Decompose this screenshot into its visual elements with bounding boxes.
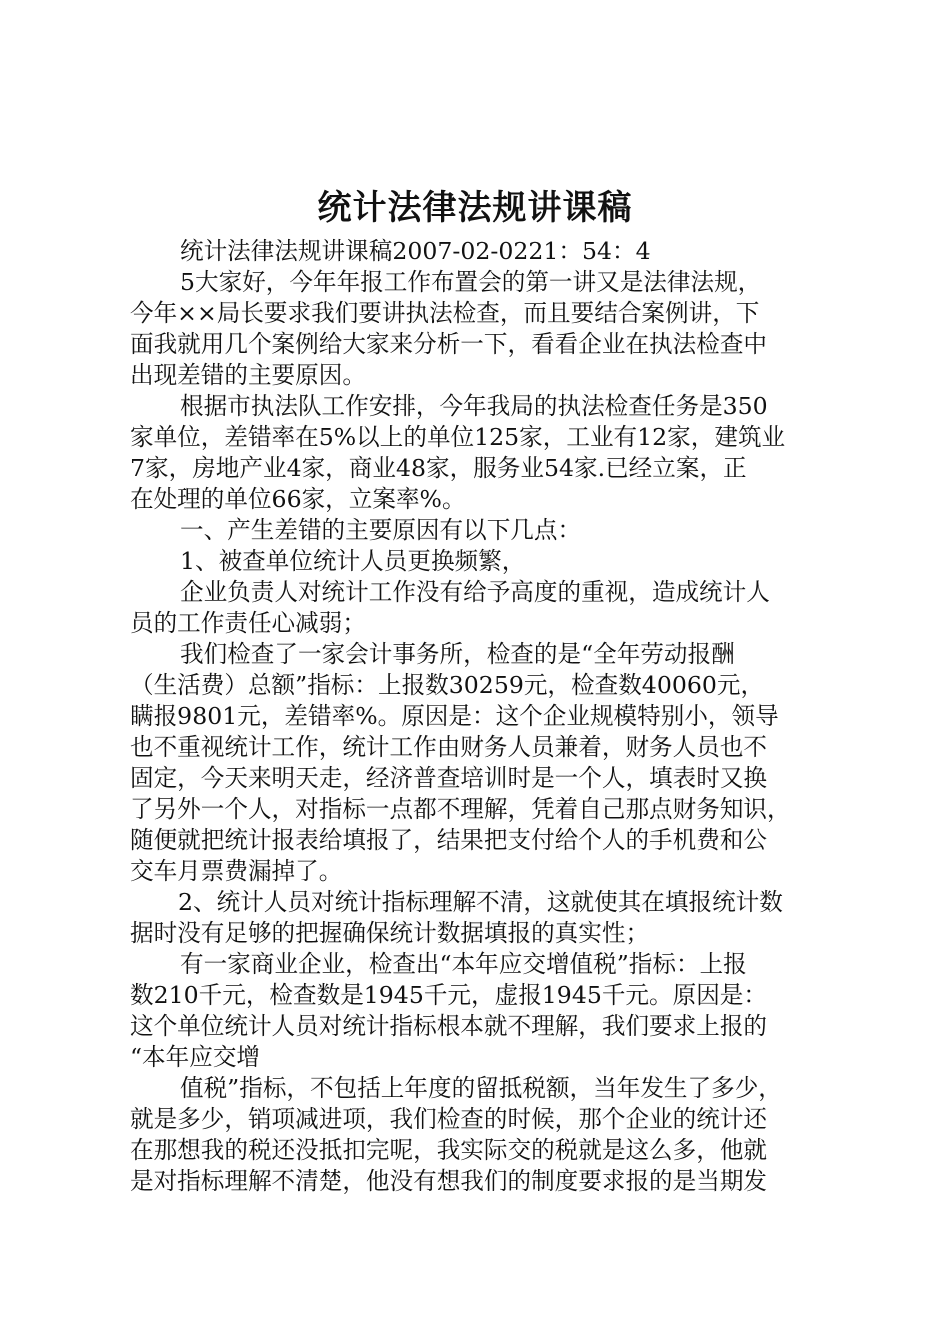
text-line: 瞒报9801元，差错率%。原因是：这个企业规模特别小，领导: [130, 702, 779, 730]
text-line: 2、统计人员对统计指标理解不清，这就使其在填报统计数: [178, 888, 783, 916]
text-line: （生活费）总额”指标：上报数30259元，检查数40060元，: [130, 671, 765, 699]
text-line: 1、被查单位统计人员更换频繁，: [180, 547, 526, 575]
text-line: 家单位，差错率在5%以上的单位125家，工业有12家，建筑业: [130, 423, 786, 451]
text-line: 也不重视统计工作，统计工作由财务人员兼着，财务人员也不: [130, 733, 768, 761]
text-line: 5大家好，今年年报工作布置会的第一讲又是法律法规，: [180, 268, 762, 296]
text-line: 就是多少，销项减进项，我们检查的时候，那个企业的统计还: [130, 1105, 768, 1133]
text-line: 统计法律法规讲课稿2007-02-0221：54：4: [180, 237, 651, 265]
text-line: 在处理的单位66家，立案率%。: [130, 485, 466, 513]
text-line: 一、产生差错的主要原因有以下几点：: [180, 516, 582, 544]
text-line: 我们检查了一家会计事务所，检查的是“全年劳动报酬: [180, 640, 735, 668]
text-line: 这个单位统计人员对统计指标根本就不理解，我们要求上报的: [130, 1012, 768, 1040]
text-line: 员的工作责任心减弱；: [130, 609, 366, 637]
text-line: 今年××局长要求我们要讲执法检查，而且要结合案例讲，下: [130, 299, 760, 327]
text-line: 面我就用几个案例给大家来分析一下，看看企业在执法检查中: [130, 330, 768, 358]
text-line: 随便就把统计报表给填报了，结果把支付给个人的手机费和公: [130, 826, 768, 854]
text-line: “本年应交增: [130, 1043, 261, 1071]
text-line: 有一家商业企业，检查出“本年应交增值税”指标：上报: [180, 950, 747, 978]
document-body: [130, 236, 830, 1197]
document-title: 统计法律法规讲课稿: [317, 188, 633, 228]
text-line: 企业负责人对统计工作没有给予高度的重视，造成统计人: [180, 578, 770, 606]
text-line: 根据市执法队工作安排，今年我局的执法检查任务是350: [180, 392, 768, 420]
text-line: 交车月票费漏掉了。: [130, 857, 343, 885]
text-line: 了另外一个人，对指标一点都不理解，凭着自己那点财务知识，: [130, 795, 791, 823]
text-line: 在那想我的税还没抵扣完呢，我实际交的税就是这么多，他就: [130, 1136, 768, 1164]
text-line: 固定，今天来明天走，经济普查培训时是一个人，填表时又换: [130, 764, 768, 792]
text-line: 7家，房地产业4家，商业48家，服务业54家.已经立案，正: [130, 454, 747, 482]
text-line: 数210千元，检查数是1945千元，虚报1945千元。原因是：: [130, 981, 767, 1009]
text-line: 是对指标理解不清楚，他没有想我们的制度要求报的是当期发: [130, 1167, 768, 1195]
text-line: 出现差错的主要原因。: [130, 361, 366, 389]
text-line: 据时没有足够的把握确保统计数据填报的真实性；: [130, 919, 650, 947]
text-line: 值税”指标，不包括上年度的留抵税额，当年发生了多少，: [180, 1074, 782, 1102]
